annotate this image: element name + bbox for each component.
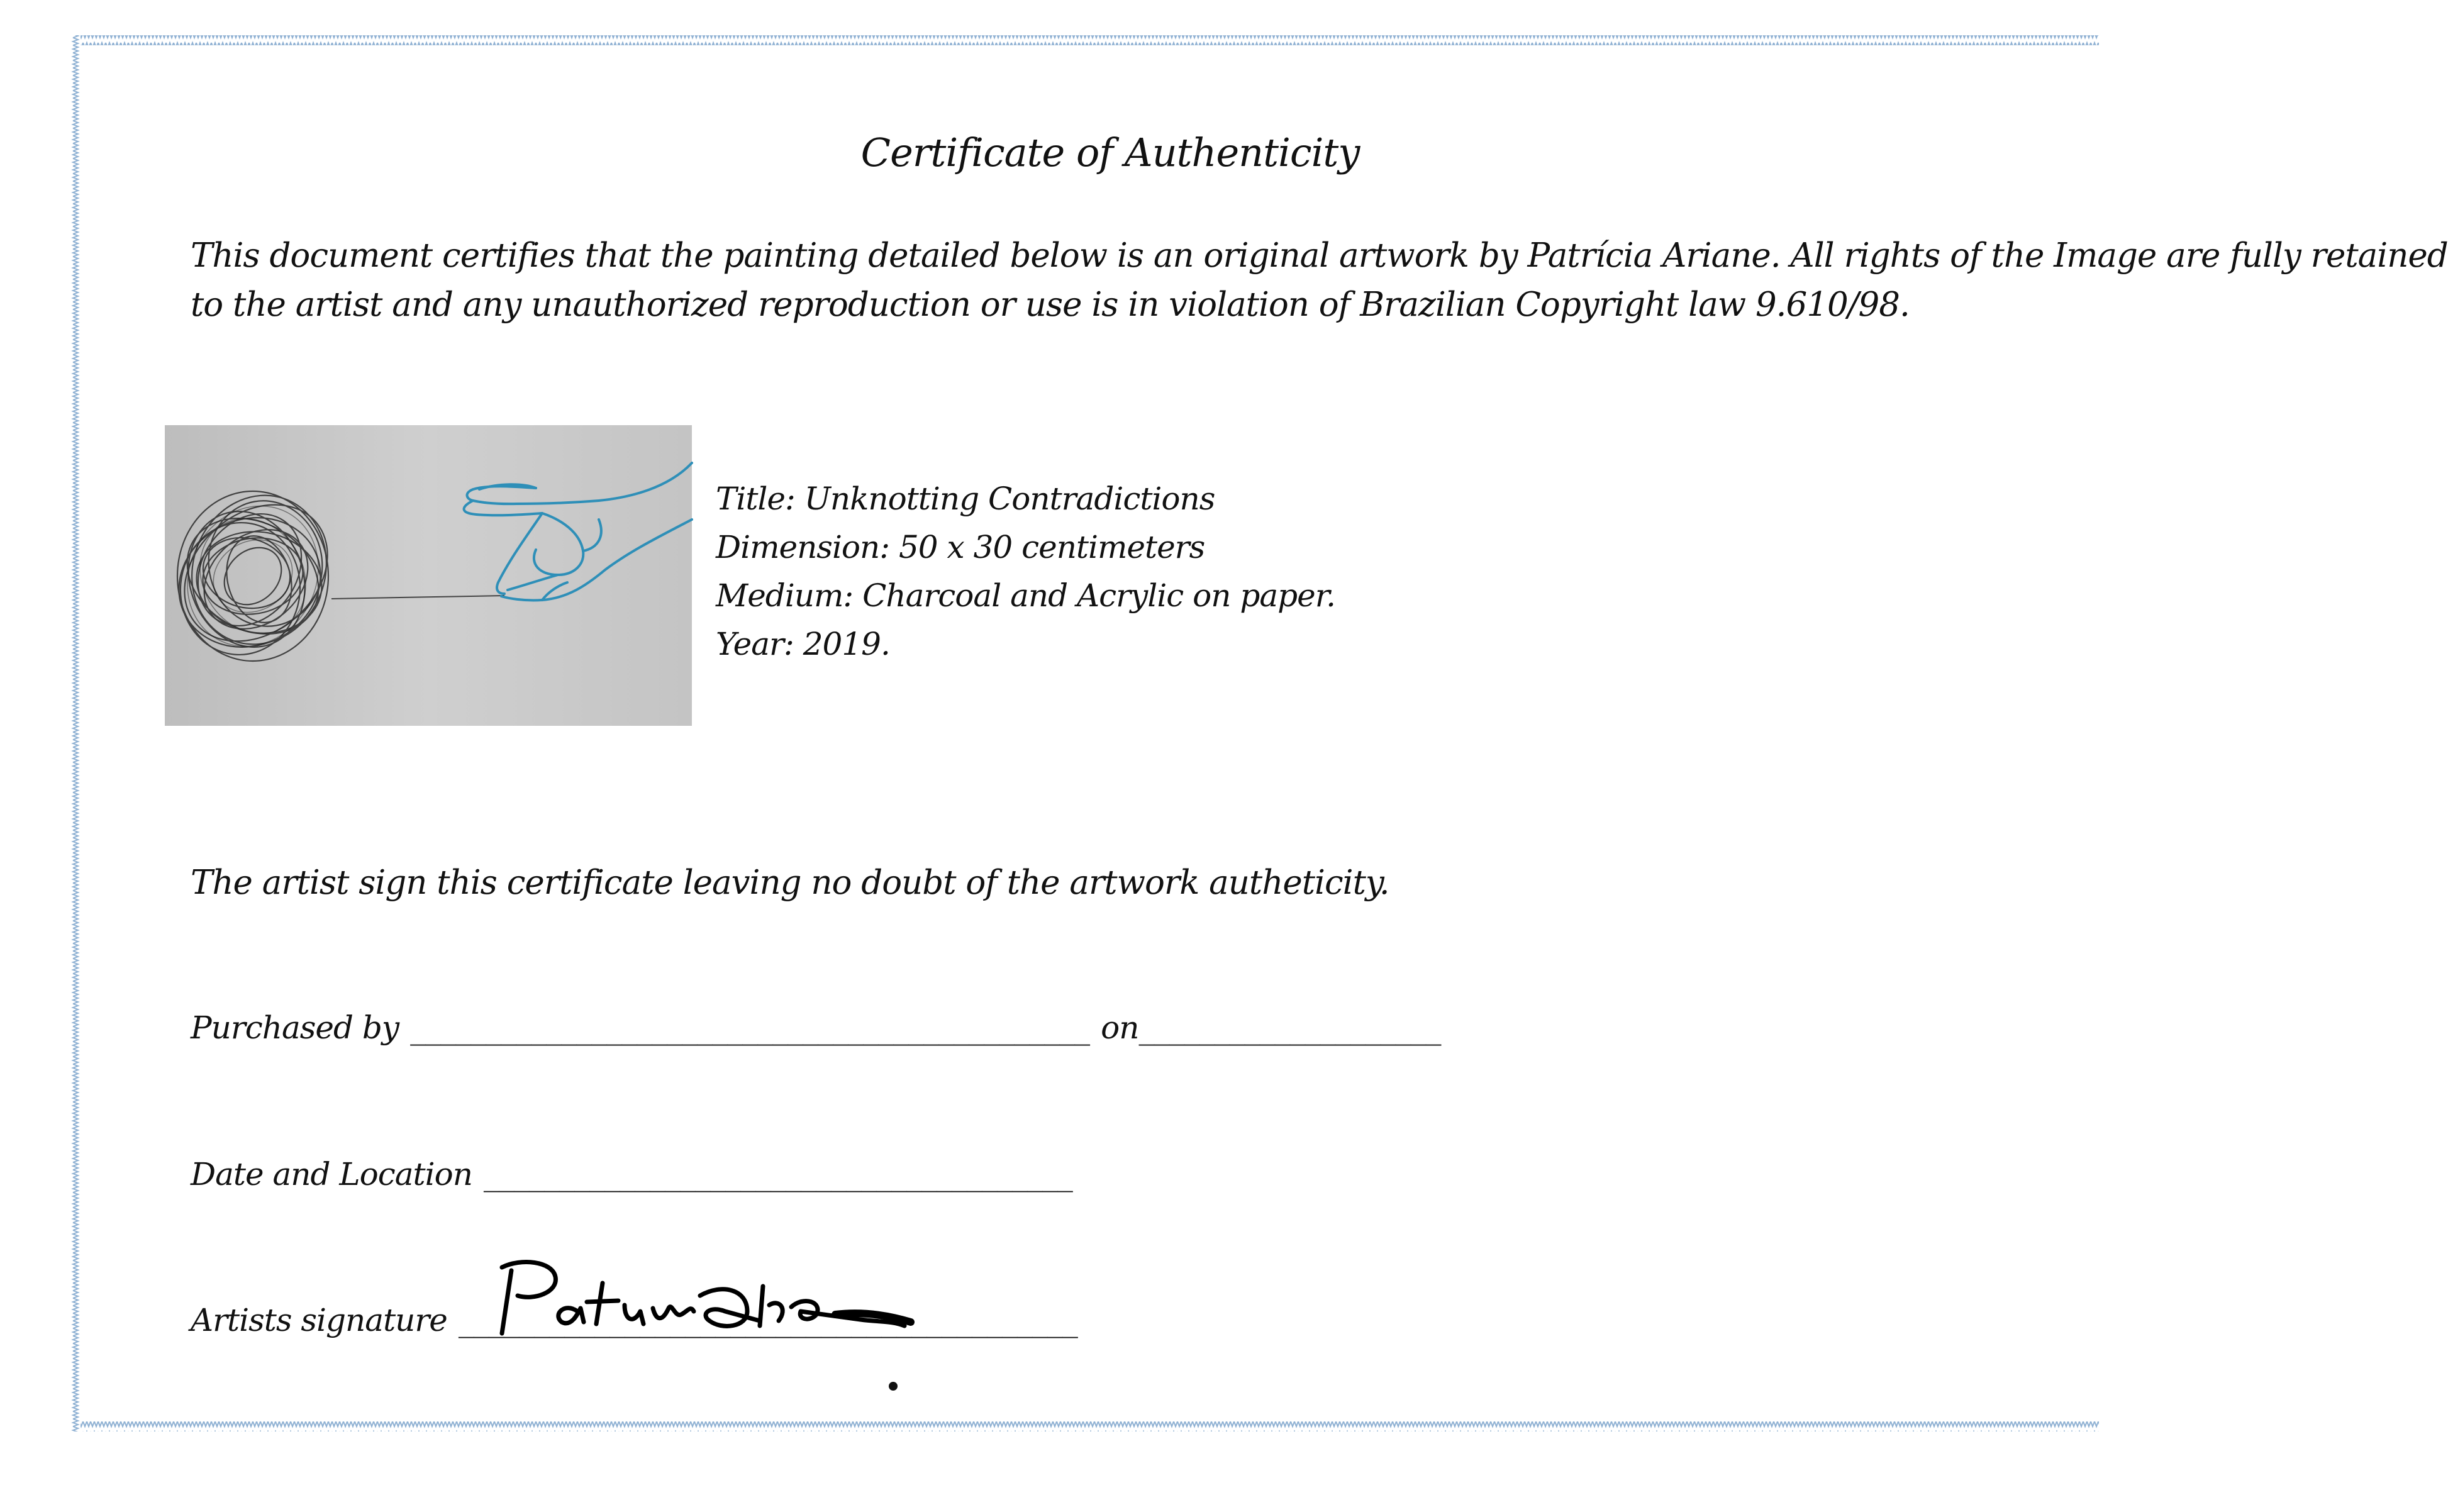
artwork-details: [716, 475, 1335, 669]
purchased-by-field: [191, 1009, 1440, 1046]
certificate-title: Certificate of Authenticity: [860, 130, 1360, 175]
artwork-medium: Medium: Charcoal and Acrylic on paper.: [716, 577, 1336, 614]
date-location-line: _______________________________________: [483, 1156, 1072, 1192]
on-date-line: ____________________: [1138, 1009, 1441, 1046]
certification-line-2: to the artist and any unauthorized reproduction or use is in violation of Brazilian Copyright law 9.610/98.: [191, 286, 1910, 324]
date-location-label: Date and Location: [191, 1156, 472, 1192]
artwork-dimension: Dimension: 50 x 30 centimeters: [716, 529, 1205, 565]
purchased-by-label: Purchased by: [191, 1009, 399, 1046]
on-label: on: [1101, 1009, 1139, 1046]
handwritten-signature: [483, 1252, 936, 1346]
certification-statement: [191, 231, 2448, 330]
artwork-image: [165, 425, 692, 726]
signature-label: Artists signature: [191, 1302, 447, 1338]
artwork-year: Year: 2019.: [716, 626, 890, 662]
artist-statement: The artist sign this certificate leaving no doubt of the artwork autheticity.: [191, 864, 1389, 902]
signature-line: _________________________________________: [458, 1302, 1077, 1338]
ink-dot: [889, 1382, 898, 1391]
artwork-title: Title: Unknotting Contradictions: [716, 481, 1215, 517]
certification-line-1: This document certifies that the painting detailed below is an original artwork by Patrícia Ariane. All rights of the Image are fully retained: [191, 236, 2448, 275]
date-location-field: [191, 1156, 1072, 1192]
purchased-by-line: _____________________________________________: [410, 1009, 1090, 1046]
